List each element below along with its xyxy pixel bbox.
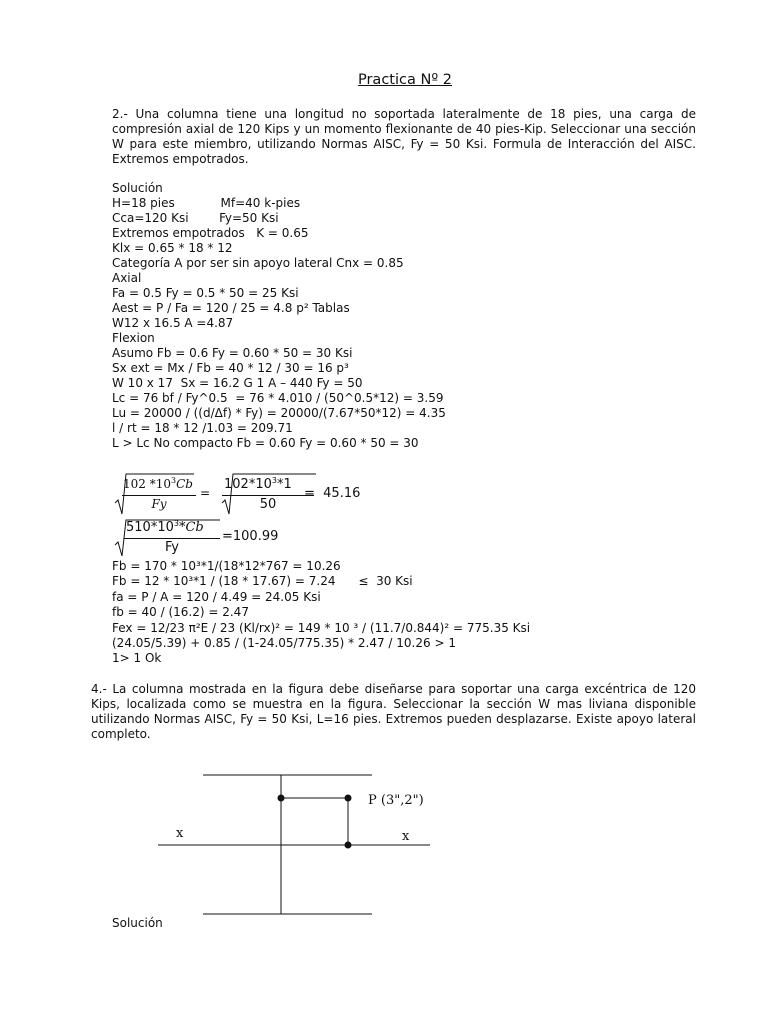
solution-line: Lu = 20000 / ((d/Δf) * Fy) = 20000/(7.67*50*12) = 4.35 xyxy=(112,406,446,420)
solution-line: l / rt = 18 * 12 /1.03 = 209.71 xyxy=(112,421,293,435)
formula-1-numerator-left: 102 $*10^3Cb$ xyxy=(123,476,193,491)
problem-2-statement: 2.- Una columna tiene una longitud no soportada lateralmente de 18 pies, una carga de compresión axial de 120 Kips y un momento flexionante de 40 pies-Kip. Seleccionar una sección W para este miembro, utilizando Normas AISC, Fy = 50 Ksi. Formula de Interacción del AISC. Extremos empotrados. xyxy=(112,107,696,166)
solution-line: W12 x 16.5 A =4.87 xyxy=(112,316,234,330)
solution-line: Cca=120 Ksi Fy=50 Ksi xyxy=(112,211,279,225)
solution-line: Axial xyxy=(112,271,142,285)
formula-2-denominator: Fy xyxy=(165,540,179,555)
solution-line: fa = P / A = 120 / 4.49 = 24.05 Ksi xyxy=(112,589,321,604)
solution-line: 1> 1 Ok xyxy=(112,651,162,666)
formula-2-result: =100.99 xyxy=(222,529,279,544)
formula-2-numerator: $510*10^3*Cb$ xyxy=(126,519,204,535)
load-point-label: P (3",2") xyxy=(368,793,424,808)
solution-line: Fex = 12/23 π²E / 23 (Kl/rx)² = 149 * 10 ³ / (11.7/0.844)² = 775.35 Ksi xyxy=(112,620,531,635)
solution-line: Categoría A por ser sin apoyo lateral Cnx = 0.85 xyxy=(112,256,404,270)
solution-line: H=18 pies Mf=40 k-pies xyxy=(112,196,301,210)
x-axis-label-left: x xyxy=(176,826,184,841)
solution-line: fb = 40 / (16.2) = 2.47 xyxy=(112,605,249,620)
solution-line: Fb = 170 * 10³*1/(18*12*767 = 10.26 xyxy=(112,559,341,573)
solution-line: Flexion xyxy=(112,331,155,345)
solution-line: Solución xyxy=(112,181,163,195)
solution-line: Fa = 0.5 Fy = 0.5 * 50 = 25 Ksi xyxy=(112,286,299,300)
solution-line: Klx = 0.65 * 18 * 12 xyxy=(112,241,233,255)
solution-line: Aest = P / Fa = 120 / 25 = 4.8 p² Tablas xyxy=(112,301,350,315)
equals-sign: = xyxy=(200,486,211,500)
dot-icon xyxy=(278,795,285,802)
solution-line: Extremos empotrados K = 0.65 xyxy=(112,226,309,240)
load-point-icon xyxy=(345,795,352,802)
solution-line: Fb = 12 * 10³*1 / (18 * 17.67) = 7.24 ≤ 30 Ksi xyxy=(112,574,413,589)
formula-1-denominator-left: Fy xyxy=(151,497,167,511)
solution-line: W 10 x 17 Sx = 16.2 G 1 A – 440 Fy = 50 xyxy=(112,376,363,390)
formula-1-numerator-right: $102*10^3*1$ xyxy=(224,476,292,492)
dot-icon xyxy=(345,842,352,849)
solution-line: Lc = 76 bf / Fy^0.5 = 76 * 4.010 / (50^0.5*12) = 3.59 xyxy=(112,391,444,405)
solution-line: Asumo Fb = 0.6 Fy = 0.60 * 50 = 30 Ksi xyxy=(112,346,353,360)
problem-4-statement: 4.- La columna mostrada en la figura debe diseñarse para soportar una carga excéntrica de 120 Kips, localizada como se muestra en la figura. Seleccionar la sección W mas liviana disponible utilizando Normas AISC, Fy = 50 Ksi, L=16 pies. Extremos pueden desplazarse. Existe apoyo lateral completo. xyxy=(91,682,696,741)
solution-line: (24.05/5.39) + 0.85 / (1-24.05/775.35) * 2.47 / 10.26 > 1 xyxy=(112,636,456,650)
formula-1-result: = 45.16 xyxy=(304,486,361,501)
x-axis-label-right: x xyxy=(402,829,410,844)
solution-line: Sx ext = Mx / Fb = 40 * 12 / 30 = 16 p³ xyxy=(112,361,349,375)
solution-line: L > Lc No compacto Fb = 0.60 Fy = 0.60 * 50 = 30 xyxy=(112,436,419,450)
formula-1-denominator-right: 50 xyxy=(259,497,277,512)
page-title: Practica Nº 2 xyxy=(357,72,452,88)
solution-2-heading: Solución xyxy=(112,916,163,930)
